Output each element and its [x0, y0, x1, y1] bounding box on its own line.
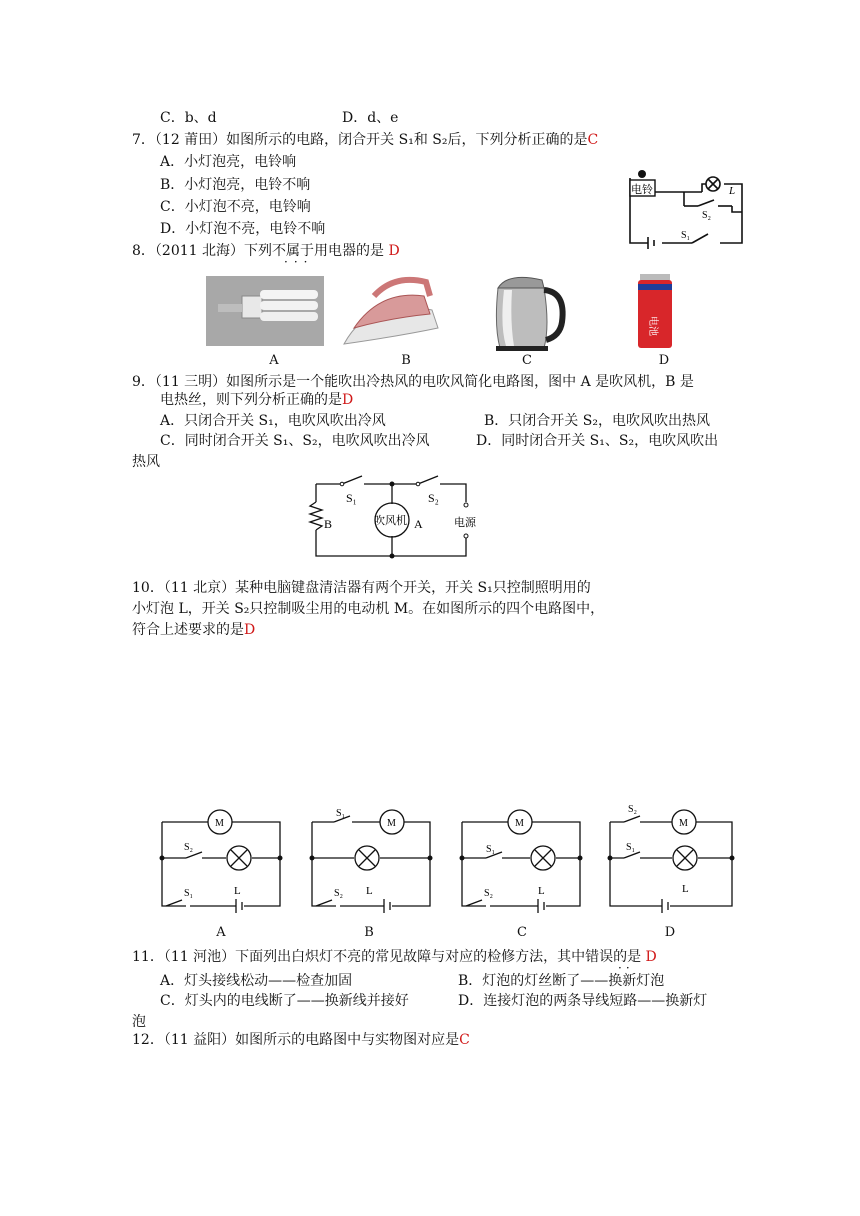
q10-stem-line2: 小灯泡 L，开关 S₂只控制吸尘用的电动机 M。在如图所示的四个电路图中， — [132, 601, 605, 617]
q6-option-d: D．d、e — [342, 110, 399, 126]
q8-stem: 8．（2011 北海）下列不属于用电器的是 D — [132, 243, 400, 259]
q10-d-m: M — [679, 818, 688, 829]
q10-circuit-c — [456, 804, 586, 916]
q9-option-b: B．只闭合开关 S₂，电吹风吹出热风 — [484, 413, 710, 429]
q10-label-d: D — [664, 925, 676, 940]
q10-b-l: L — [366, 885, 373, 897]
q10-a-s2: S₂ — [184, 842, 194, 853]
q10-c-s1: S₁ — [486, 844, 496, 855]
q7-lamp-label: L — [729, 185, 736, 197]
q10-a-l: L — [234, 885, 241, 897]
q8-label-b: B — [401, 353, 411, 368]
q7-stem: 7．（12 莆田）如图所示的电路，闭合开关 S₁和 S₂后，下列分析正确的是C — [132, 132, 599, 148]
q9-power-label: 电源 — [454, 517, 476, 529]
q10-d-s2: S₂ — [628, 804, 638, 815]
q9-option-a: A．只闭合开关 S₁，电吹风吹出冷风 — [160, 413, 386, 429]
q10-label-c: C — [517, 925, 527, 940]
q11-stem: 11．（11 河池）下面列出白炽灯不亮的常见故障与对应的检修方法，其中错误的是 D — [132, 949, 657, 965]
q9-answer: D — [342, 392, 354, 408]
q10-circuit-a — [156, 804, 286, 916]
q10-c-l: L — [538, 885, 545, 897]
q10-c-s2: S₂ — [484, 888, 494, 899]
q11-option-c: C．灯头内的电线断了——换新线并接好 — [160, 993, 409, 1009]
q8-emphasis-dots: ··· — [284, 255, 314, 269]
q6-option-c: C．b、d — [160, 110, 217, 126]
q10-a-s1: S₁ — [184, 888, 194, 899]
q9-a-label: A — [414, 517, 423, 531]
q12-answer: C — [459, 1032, 470, 1048]
q10-label-a: A — [216, 925, 226, 940]
q11-option-a: A．灯头接线松动——检查加固 — [160, 973, 353, 989]
q11-answer: D — [645, 949, 657, 965]
q12-stem: 12．（11 益阳）如图所示的电路图中与实物图对应是C — [132, 1032, 470, 1048]
q11-option-d: D．连接灯泡的两条导线短路——换新灯 — [458, 993, 708, 1009]
q10-a-m: M — [215, 818, 224, 829]
q10-b-s1: S₁ — [336, 808, 346, 819]
q10-stem-line1: 10．（11 北京）某种电脑键盘清洁器有两个开关，开关 S₁只控制照明用的 — [132, 580, 591, 596]
electric-iron-image — [340, 266, 444, 352]
q10-d-s1: S₁ — [626, 842, 636, 853]
q10-circuit-d — [604, 800, 738, 916]
electric-kettle-image — [482, 266, 568, 352]
q10-circuit-b — [306, 804, 436, 916]
q9-fan-label: 吹风机 — [374, 515, 407, 527]
q7-circuit-diagram — [622, 168, 747, 250]
q9-s1-label: S₁ — [346, 491, 357, 505]
q11-emphasis-dots: ·· — [618, 961, 634, 975]
q8-label-a: A — [269, 353, 279, 368]
q10-b-m: M — [387, 818, 396, 829]
q9-hairdryer-circuit — [300, 474, 500, 564]
q9-stem-line1: 9．（11 三明）如图所示是一个能吹出冷热风的电吹风简化电路图，图中 A 是吹风机，B 是 — [132, 374, 694, 390]
q7-option-a: A．小灯泡亮，电铃响 — [160, 154, 297, 170]
q7-option-b: B．小灯泡亮，电铃不响 — [160, 177, 311, 193]
q8-answer: D — [388, 243, 400, 259]
q9-b-label: B — [324, 517, 333, 531]
q10-d-l: L — [682, 883, 689, 895]
q8-label-d: D — [658, 353, 670, 368]
q10-label-b: B — [364, 925, 374, 940]
q7-s1-label: S₁ — [681, 230, 691, 241]
q10-answer: D — [244, 622, 256, 638]
battery-text: 电池 — [647, 316, 658, 336]
q9-stem-line2: 电热丝，则下列分析正确的是D — [160, 392, 354, 408]
q10-c-m: M — [515, 818, 524, 829]
q10-stem-line3: 符合上述要求的是D — [132, 622, 256, 638]
q8-label-c: C — [522, 353, 532, 368]
q7-answer: C — [587, 132, 599, 148]
q11-option-d-cont: 泡 — [132, 1014, 146, 1030]
q9-option-d-cont: 热风 — [132, 454, 160, 470]
q7-s2-label: S₂ — [702, 210, 712, 221]
q7-option-d: D．小灯泡不亮，电铃不响 — [160, 221, 326, 237]
q10-b-s2: S₂ — [334, 888, 344, 899]
q9-option-d: D．同时闭合开关 S₁、S₂，电吹风吹出 — [476, 433, 719, 449]
battery-image — [636, 272, 676, 352]
q7-option-c: C．小灯泡不亮，电铃响 — [160, 199, 311, 215]
q11-option-b: B．灯泡的灯丝断了——换新灯泡 — [458, 973, 665, 989]
q7-bell-label: 电铃 — [631, 184, 653, 196]
energy-saving-lamp-image — [206, 276, 324, 346]
q9-option-c: C．同时闭合开关 S₁、S₂，电吹风吹出冷风 — [160, 433, 430, 449]
q9-s2-label: S₂ — [428, 491, 439, 505]
